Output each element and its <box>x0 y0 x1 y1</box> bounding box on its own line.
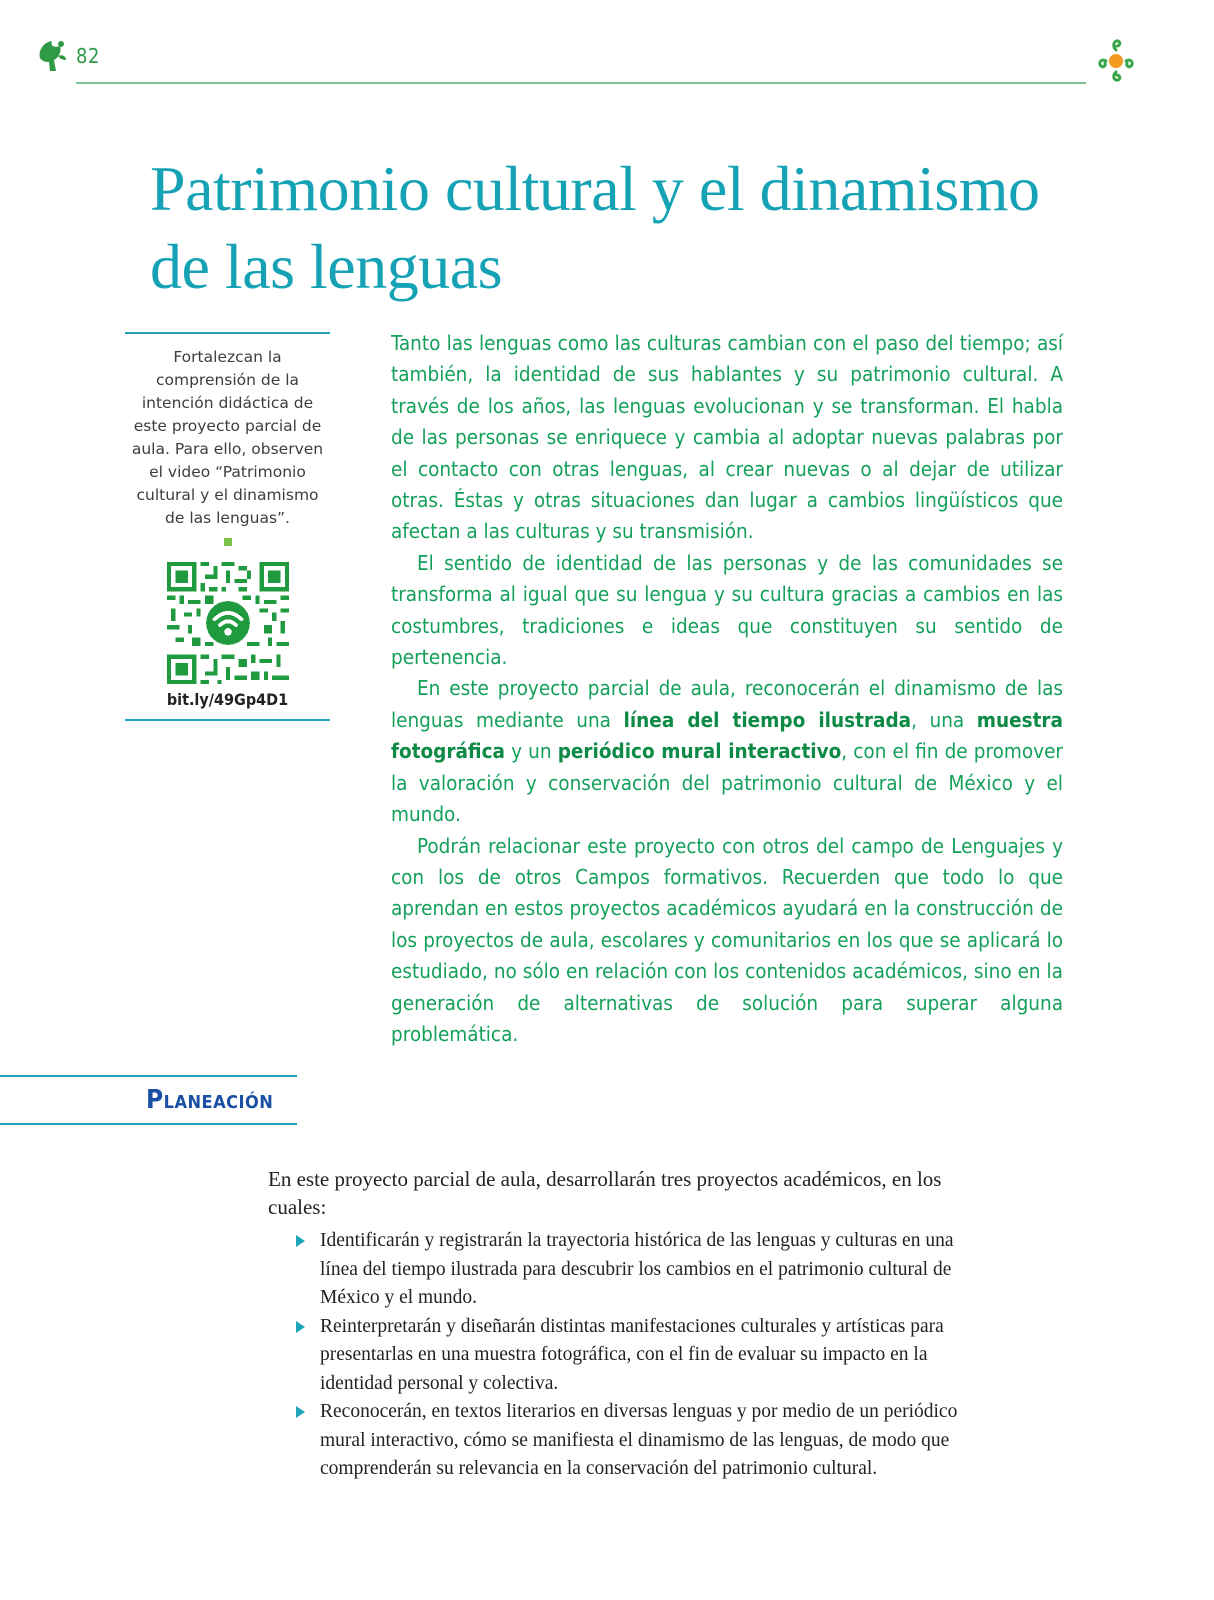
body-text <box>391 328 1063 1050</box>
video-link[interactable]: bit.ly/49Gp4D1 <box>166 690 289 709</box>
body-paragraph-4: Podrán relacionar este proyecto con otros del campo de Lenguajes y con los de otros Campos formativos. Recuerden que todo lo que aprendan en estos proyectos académicos ayudará en la construcción de los proyectos de aula, escolares y comunitarios en los que se aplicará lo estudiado, no sólo en relación con los contenidos académicos, sino en la generación de alternativas de solución para superar alguna problemática. <box>391 833 1063 1046</box>
p3-text-a: En este proyecto parcial de aula, reconocerán el dinamismo de las lenguas mediante una <box>391 676 1063 732</box>
blue-triangle-bullet-icon <box>296 1406 305 1418</box>
list-item <box>268 1398 968 1484</box>
sidebar-bottom-rule <box>125 719 330 721</box>
header-rule <box>76 82 1086 84</box>
list-item <box>268 1313 968 1399</box>
planeacion-content <box>268 1165 968 1484</box>
p3-bold-timeline: línea del tiempo ilustrada <box>623 707 912 732</box>
title-line-2: de las lenguas <box>150 231 502 302</box>
p3-text-e: , con el fin de promover la valoración y conservación del patrimonio cultural de México y el mundo. <box>391 739 1063 827</box>
sidebar-bullet <box>224 538 232 546</box>
p3-text-c: , una <box>911 707 977 732</box>
page-title <box>150 150 1110 306</box>
page-number: 82 <box>76 44 100 68</box>
green-orange-flower-ornament-icon <box>1090 34 1142 86</box>
p3-bold-photo: muestra fotográfica <box>391 707 1063 764</box>
planeacion-intro: En este proyecto parcial de aula, desarrollarán tres proyectos académicos, en los cuales: <box>268 1167 942 1219</box>
list-item-text: Reinterpretarán y diseñarán distintas manifestaciones culturales y artísticas para presentarlas en una muestra fotográfica, con el fin de evaluar su impacto en la identidad personal y colectiva. <box>320 1315 944 1394</box>
green-leaf-figure-icon <box>36 38 68 74</box>
title-line-1: Patrimonio cultural y el dinamismo <box>150 153 1040 224</box>
list-item <box>268 1227 968 1313</box>
planeacion-heading: Planeación <box>146 1085 274 1115</box>
planeacion-list <box>268 1227 968 1484</box>
p3-text-d: y un <box>504 739 558 764</box>
p3-bold-mural: periódico mural interactivo <box>557 739 842 764</box>
list-item-text: Identificarán y registrarán la trayectoria histórica de las lenguas y culturas en una línea del tiempo ilustrada para descubrir los cambios en el patrimonio cultural de México y el mundo. <box>320 1230 954 1308</box>
sidebar-note: Fortalezcan la comprensión de la intención didáctica de este proyecto parcial de aula. Para ello, observen el video “Patrimonio cultural y el dinamismo de las lenguas”. <box>131 348 324 527</box>
qr-code-icon[interactable] <box>167 562 289 684</box>
planeacion-section-header <box>0 1075 297 1125</box>
list-item-text: Reconocerán, en textos literarios en diversas lenguas y por medio de un periódico mural interactivo, cómo se manifiesta el dinamismo de las lenguas, de modo que comprenderán su relevancia en la conservación del patrimonio cultural. <box>320 1401 958 1479</box>
body-paragraph-2: El sentido de identidad de las personas y de las comunidades se transforma al igual que su lengua y su cultura gracias a cambios en las costumbres, tradiciones e ideas que constituyen su sentido de pertenencia. <box>391 550 1063 670</box>
blue-triangle-bullet-icon <box>296 1321 305 1333</box>
body-paragraph-3 <box>391 673 1063 830</box>
blue-triangle-bullet-icon <box>296 1235 305 1247</box>
body-paragraph-1: Tanto las lenguas como las culturas cambian con el paso del tiempo; así también, la identidad de sus hablantes y su patrimonio cultural. A través de los años, las lenguas evolucionan y se transforman. El habla de las personas se enriquece y cambia al adoptar nuevas palabras por el contacto con otras lenguas, al crear nuevas o al dejar de utilizar otras. Éstas y otras situaciones dan lugar a cambios lingüísticos que afectan a las culturas y su transmisión. <box>391 331 1063 544</box>
sidebar-top-rule <box>125 332 330 334</box>
video-sidebar <box>125 332 330 721</box>
